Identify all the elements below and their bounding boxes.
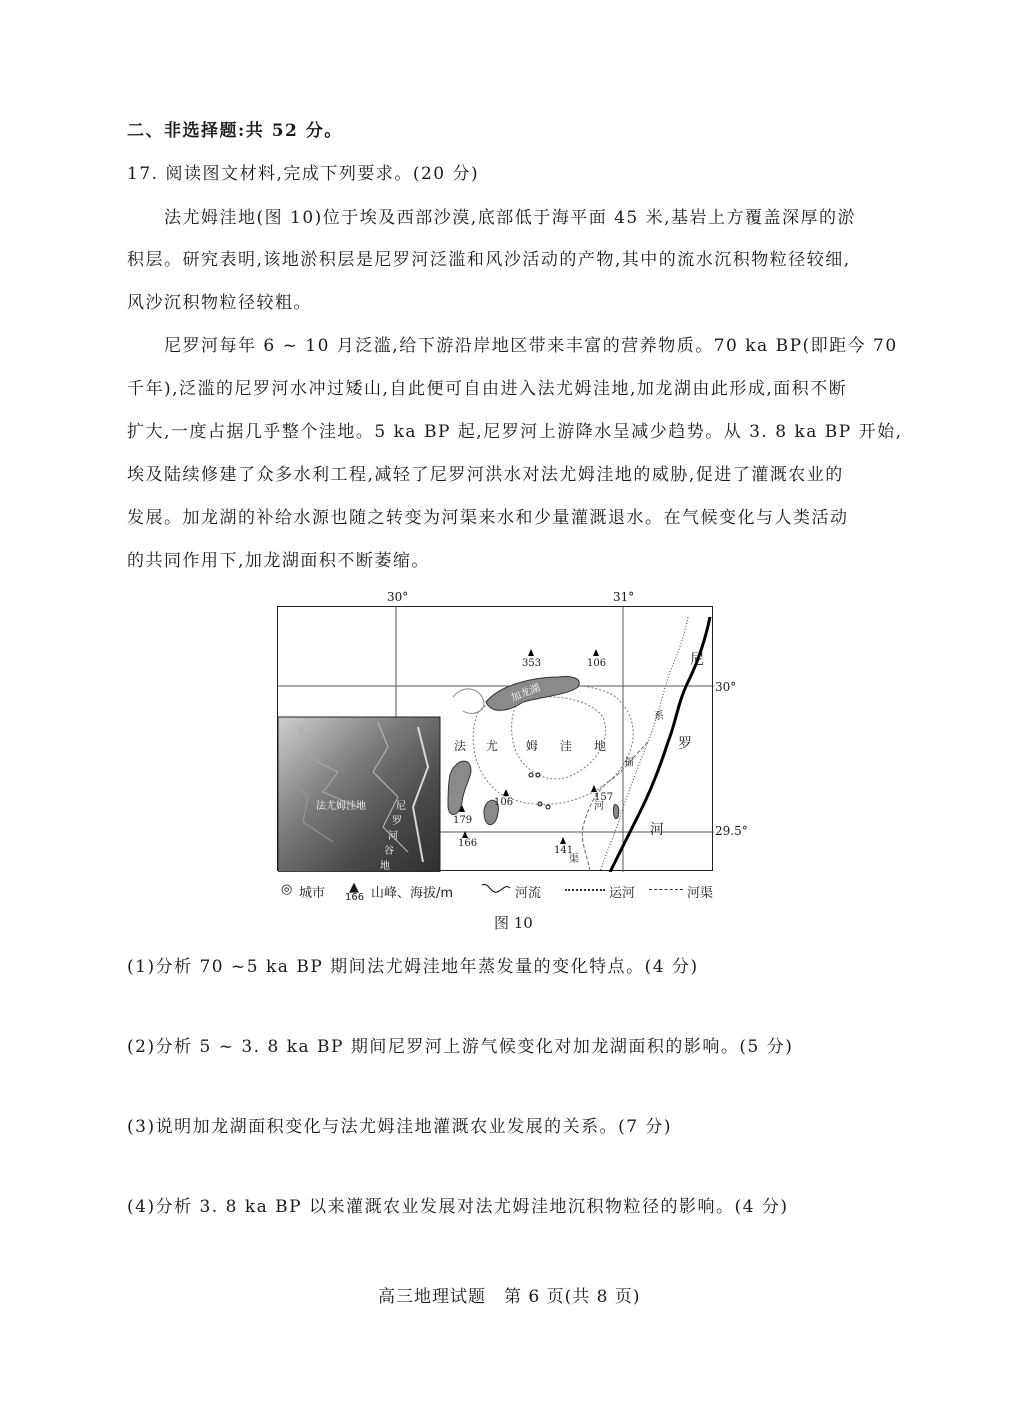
latitude-30-label: 30° (715, 680, 737, 694)
peak-label: 179 (453, 815, 473, 826)
paragraph-2-line: 尼罗河每年 6 ~ 10 月泛滥,给下游沿岸地区带来丰富的营养物质。70 ka BP(即距今 70 (164, 336, 898, 356)
figure-10 (277, 590, 748, 920)
legend-peak: 山峰、海拔/m (371, 886, 454, 901)
legend-channel: 河渠 (687, 886, 714, 901)
question-title: 17. 阅读图文材料,完成下列要求。(20 分) (127, 164, 480, 184)
subquestion-3: (3)说明加龙湖面积变化与法尤姆洼地灌溉农业发展的关系。(7 分) (127, 1117, 673, 1137)
peak-label: 141 (554, 845, 574, 856)
canal-label-char: 系 (654, 711, 664, 722)
nile-label-char: 河 (650, 822, 664, 838)
paragraph-1-line: 风沙沉积物粒径较粗。 (127, 293, 312, 313)
figure-caption: 图 10 (494, 914, 533, 932)
paragraph-2-line: 发展。加龙湖的补给水源也随之转变为河渠来水和少量灌溉退水。在气候变化与人类活动 (127, 508, 849, 528)
longitude-30-label: 30° (387, 590, 409, 604)
inset-valley-label-char: 罗 (392, 816, 402, 827)
basin-label-char: 姆 (526, 739, 539, 753)
legend-peak-value: 166 (345, 892, 365, 903)
paragraph-1-line: 法尤姆洼地(图 10)位于埃及西部沙漠,底部低于海平面 45 米,基岩上方覆盖深厚的淤 (164, 208, 857, 228)
map (277, 606, 713, 871)
river-symbol-icon (481, 882, 511, 900)
basin-label-char: 尤 (486, 739, 499, 753)
legend-city: 城市 (299, 886, 326, 901)
latitude-29-5-label: 29.5° (715, 824, 748, 838)
page-footer: 高三地理试题 第 6 页(共 8 页) (378, 1287, 641, 1307)
canal-label-char: 福 (624, 757, 634, 768)
canal-label-char: 河 (594, 801, 604, 812)
paragraph-2-line: 千年),泛滥的尼罗河水冲过矮山,自此便可自由进入法尤姆洼地,加龙湖由此形成,面积不断 (127, 379, 848, 399)
peak-label: 157 (594, 792, 614, 803)
city-icon: ◎ (281, 882, 293, 897)
peak-label: 353 (522, 658, 542, 669)
peak-label: 106 (587, 658, 607, 669)
peak-icon: ▲ (349, 880, 359, 895)
basin-label-char: 洼 (560, 739, 573, 753)
canal-symbol-icon (565, 889, 605, 891)
inset-valley-label-char: 河 (388, 831, 398, 842)
legend-river: 河流 (515, 886, 542, 901)
nile-label-char: 尼 (690, 652, 704, 668)
paragraph-2-line: 扩大,一度占据几乎整个洼地。5 ka BP 起,尼罗河上游降水呈减少趋势。从 3. 8 ka BP 开始, (127, 422, 903, 442)
subquestion-1: (1)分析 70 ~5 ka BP 期间法尤姆洼地年蒸发量的变化特点。(4 分) (127, 957, 699, 977)
longitude-31-label: 31° (613, 590, 635, 604)
inset-basin-label: 法尤姆洼地 (316, 801, 366, 812)
inset-valley-label-char: 谷 (384, 846, 394, 857)
paragraph-2-line: 的共同作用下,加龙湖面积不断萎缩。 (127, 551, 430, 571)
inset-valley-label-char: 尼 (396, 801, 406, 812)
canal-label-char: 渠 (569, 854, 579, 865)
inset-valley-label-char: 地 (380, 861, 390, 872)
peak-label: 166 (458, 838, 478, 849)
basin-label-char: 地 (594, 739, 607, 753)
subquestion-2: (2)分析 5 ~ 3. 8 ka BP 期间尼罗河上游气候变化对加龙湖面积的影响。(5 分) (127, 1037, 794, 1057)
nile-label-char: 罗 (678, 736, 692, 752)
peak-label: 106 (494, 797, 514, 808)
basin-label-char: 法 (454, 739, 467, 753)
subquestion-4: (4)分析 3. 8 ka BP 以来灌溉农业发展对法尤姆洼地沉积物粒径的影响。(4 分) (127, 1197, 789, 1217)
channel-symbol-icon (649, 889, 683, 890)
paragraph-1-line: 积层。研究表明,该地淤积层是尼罗河泛滥和风沙活动的产物,其中的流水沉积物粒径较细, (127, 250, 851, 270)
paragraph-2-line: 埃及陆续修建了众多水利工程,减轻了尼罗河洪水对法尤姆洼地的威胁,促进了灌溉农业的 (127, 465, 844, 485)
legend-canal: 运河 (609, 886, 636, 901)
lake-label: 加龙湖 (509, 682, 542, 705)
section-title: 二、非选择题:共 52 分。 (127, 121, 343, 141)
